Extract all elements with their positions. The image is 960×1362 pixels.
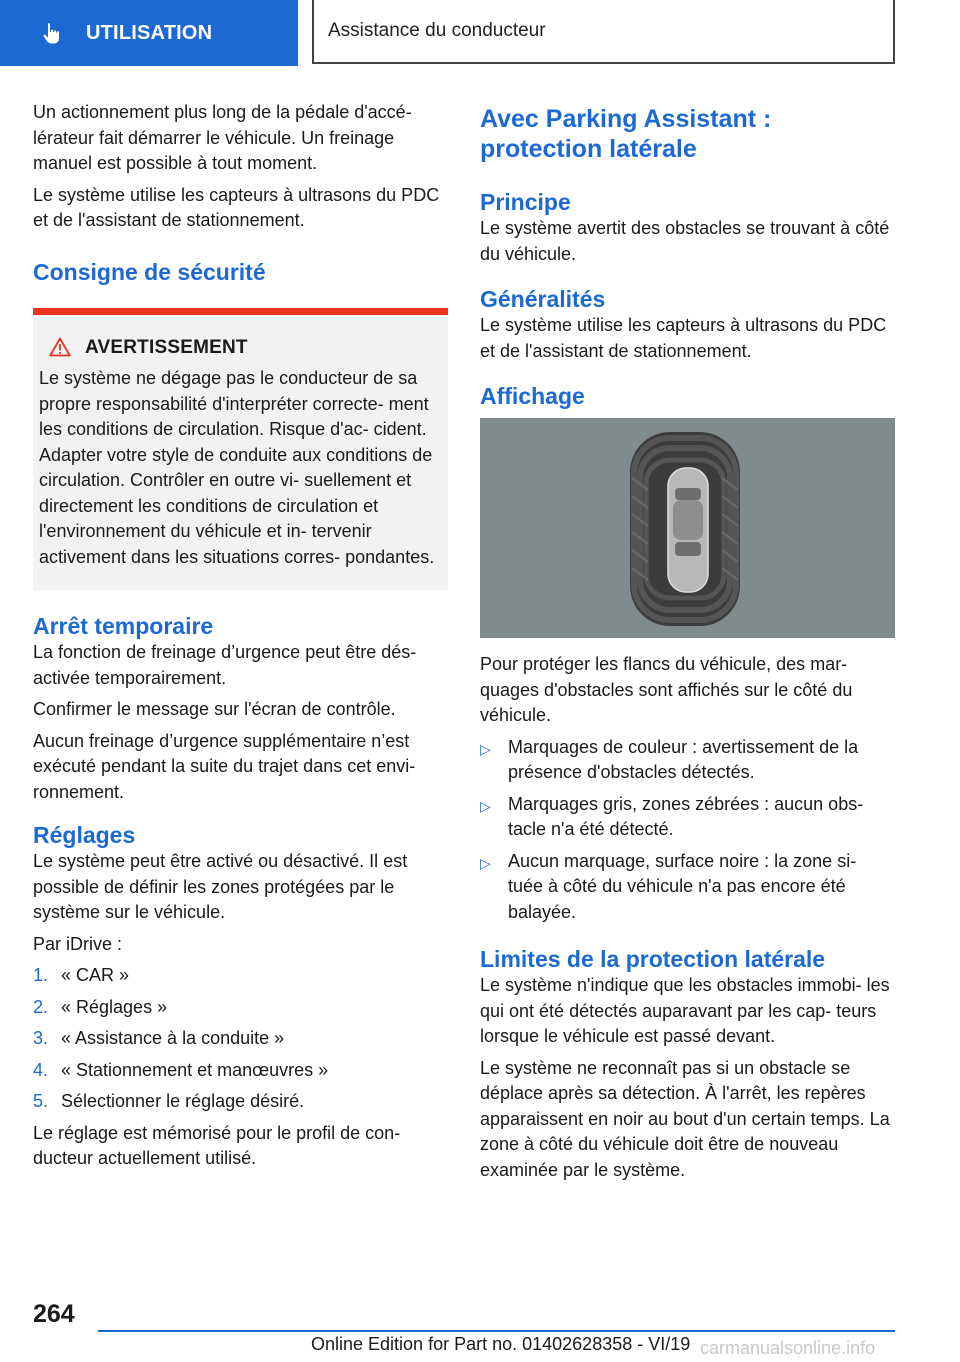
list-item <box>480 849 895 926</box>
temporary-stop-paragraph-3: Aucun freinage d’urgence supplémentaire n’est exécuté pendant la suite du trajet dans cet envi- ronnement. <box>33 730 416 802</box>
settings-paragraph-3: Le réglage est mémorisé pour le profil de con- ducteur actuellement utilisé. <box>33 1122 401 1168</box>
step-item <box>33 1089 448 1115</box>
general-paragraph: Le système utilise les capteurs à ultrasons du PDC et de l'assistant de stationnement. <box>480 315 887 361</box>
principle-heading: Principe <box>480 189 571 215</box>
intro-paragraph-2: Le système utilise les capteurs à ultrasons du PDC et de l'assistant de stationnement. <box>33 184 440 230</box>
warning-title: AVERTISSEMENT <box>85 336 248 358</box>
list-item-text: Marquages gris, zones zébrées : aucun obs- tacle n'a été détecté. <box>508 793 864 839</box>
settings-paragraph-1: Le système peut être activé ou désactivé. Il est possible de définir les zones protégées par le système sur le véhicule. <box>33 851 408 922</box>
step-text: Sélectionner le réglage désiré. <box>61 1091 305 1111</box>
settings-steps <box>33 963 448 1115</box>
step-text: « Stationnement et manœuvres » <box>61 1059 329 1080</box>
chapter-title: Assistance du conducteur <box>312 0 895 64</box>
warning-text: Le système ne dégage pas le conducteur de sa propre responsabilité d'interpréter correcte- ment les conditions de circulation. Risque d'ac- cident. Adapter votre style de conduite aux conditions de circulation. Contrôler en outre vi- suellement et directement les conditions de circulation et l'environnement du véhicule et in- tervenir activement dans les situations corres- pondantes. <box>39 368 435 567</box>
temporary-stop-heading: Arrêt temporaire <box>33 613 214 639</box>
step-item <box>33 1058 448 1084</box>
watermark: carmanualsonline.info <box>700 1338 876 1358</box>
intro-paragraph-1: Un actionnement plus long de la pédale d'accé- lérateur fait démarrer le véhicule. Un freinage manuel est possible à tout moment. <box>33 102 412 173</box>
step-number: 1. <box>33 965 49 985</box>
temporary-stop-paragraph-2: Confirmer le message sur l'écran de contrôle. <box>33 699 396 719</box>
list-item <box>480 735 895 786</box>
side-protection-display-image <box>480 418 895 638</box>
warning-triangle-icon <box>49 337 71 357</box>
step-text: « Assistance à la conduite » <box>61 1028 285 1048</box>
safety-heading: Consigne de sécurité <box>33 258 266 285</box>
step-number: 3. <box>33 1028 49 1048</box>
right-column <box>480 100 895 1189</box>
limits-paragraph-1: Le système n'indique que les obstacles immobi- les qui ont été détectés auparavant par les cap- teurs lorsque le véhicule est passé devant. <box>480 975 890 1046</box>
section-tab <box>0 0 298 66</box>
warning-header <box>39 335 440 361</box>
display-markings-list <box>480 735 895 926</box>
edition-note: Online Edition for Part no. 01402628358 - VI/19 <box>311 1334 691 1354</box>
limits-paragraph-2: Le système ne reconnaît pas si un obstacle se déplace après sa détection. À l'arrêt, les repères apparaissent en noir au bout d'un certain temps. La zone à côté du véhicule doit être de nouveau examinée par le système. <box>480 1057 890 1180</box>
section-label: UTILISATION <box>86 21 213 44</box>
principle-paragraph: Le système avertit des obstacles se trouvant à côté du véhicule. <box>480 218 890 264</box>
triangle-bullet-icon: ▷ <box>480 740 491 757</box>
step-item <box>33 995 448 1021</box>
step-item <box>33 1026 448 1052</box>
car-top-view-illustration <box>480 418 895 638</box>
settings-heading: Réglages <box>33 822 136 848</box>
list-item-text: Marquages de couleur : avertissement de la présence d'obstacles détectés. <box>508 736 859 782</box>
page-number: 264 <box>33 1300 75 1328</box>
triangle-bullet-icon: ▷ <box>480 797 491 814</box>
temporary-stop-paragraph-1: La fonction de freinage d’urgence peut être dés- activée temporairement. <box>33 642 417 688</box>
list-item <box>480 792 895 843</box>
step-number: 5. <box>33 1091 49 1111</box>
step-item <box>33 963 448 989</box>
left-column <box>33 100 448 1178</box>
display-heading: Affichage <box>480 383 585 409</box>
limits-heading: Limites de la protection latérale <box>480 946 826 972</box>
warning-box <box>33 308 448 591</box>
step-text: « CAR » <box>61 965 130 985</box>
general-heading: Généralités <box>480 286 606 312</box>
triangle-bullet-icon: ▷ <box>480 854 491 871</box>
step-number: 4. <box>33 1059 49 1080</box>
step-text: « Réglages » <box>61 996 168 1017</box>
list-item-text: Aucun marquage, surface noire : la zone si- tuée à côté du véhicule n'a pas encore été balayée. <box>508 850 857 922</box>
display-paragraph: Pour protéger les flancs du véhicule, des mar- quages d'obstacles sont affichés sur le côté du véhicule. <box>480 654 853 725</box>
main-heading: Avec Parking Assistant : protection latérale <box>480 105 772 163</box>
hand-pointer-icon <box>40 21 64 45</box>
step-number: 2. <box>33 996 49 1017</box>
footer-divider <box>98 1330 895 1332</box>
settings-paragraph-2: Par iDrive : <box>33 933 123 954</box>
